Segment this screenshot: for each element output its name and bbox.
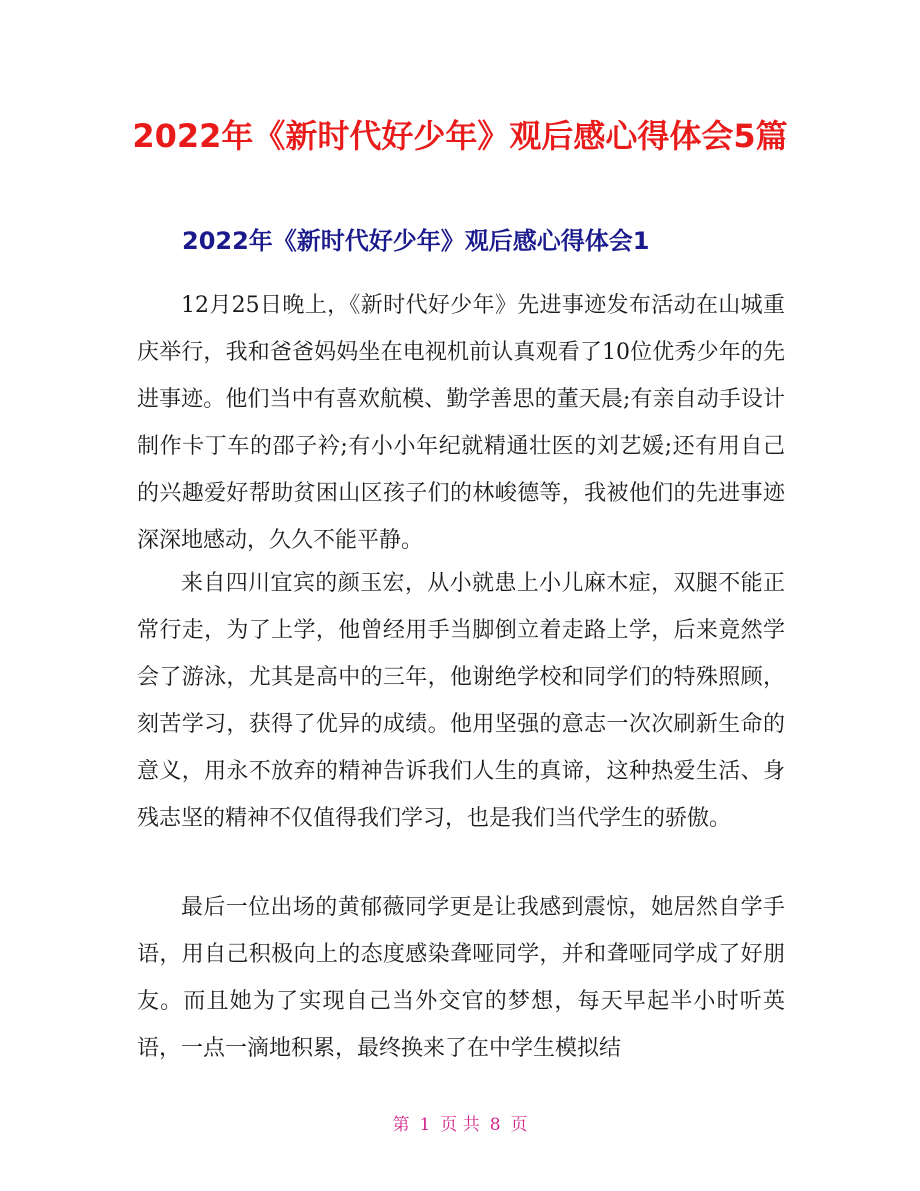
page-title: 2022年《新时代好少年》观后感心得体会5篇 [132,117,788,155]
footer-current-page: 1 [419,1115,431,1135]
body-paragraph: 12月25日晚上，《新时代好少年》先进事迹发布活动在山城重庆举行，我和爸爸妈妈坐在电视机前认真观看了10位优秀少年的先进事迹。他们当中有喜欢航模、勤学善思的董天晨;有亲自动手设计制作卡丁车的邵子衿;有小小年纪就精通壮医的刘艺媛;还有用自己的兴趣爱好帮助贫困山区孩子们的林峻德等，我被他们的先进事迹深深地感动，久久不能平静。 [137,293,785,553]
page-footer [0,1112,920,1138]
body-paragraph: 来自四川宜宾的颜玉宏，从小就患上小儿麻木症，双腿不能正常行走，为了上学，他曾经用手当脚倒立着走路上学，后来竟然学会了游泳，尤其是高中的三年，他谢绝学校和同学们的特殊照顾，刻苦学习，获得了优异的成绩。他用坚强的意志一次次刷新生命的意义，用永不放弃的精神告诉我们人生的真谛，这种热爱生活、身残志坚的精神不仅值得我们学习，也是我们当代学生的骄傲。 [137,571,785,831]
body-paragraph: 最后一位出场的黄郁薇同学更是让我感到震惊，她居然自学手语，用自己积极向上的态度感染聋哑同学，并和聋哑同学成了好朋友。而且她为了实现自己当外交官的梦想，每天早起半小时听英语，一点一滴地积累，最终换来了在中学生模拟结 [137,895,785,1061]
footer-label-end: 页 [510,1115,528,1135]
footer-label-of: 页 共 [440,1115,480,1135]
footer-total-pages: 8 [489,1115,501,1135]
footer-label-page: 第 [392,1115,410,1135]
section-title: 2022年《新时代好少年》观后感心得体会1 [182,227,650,255]
